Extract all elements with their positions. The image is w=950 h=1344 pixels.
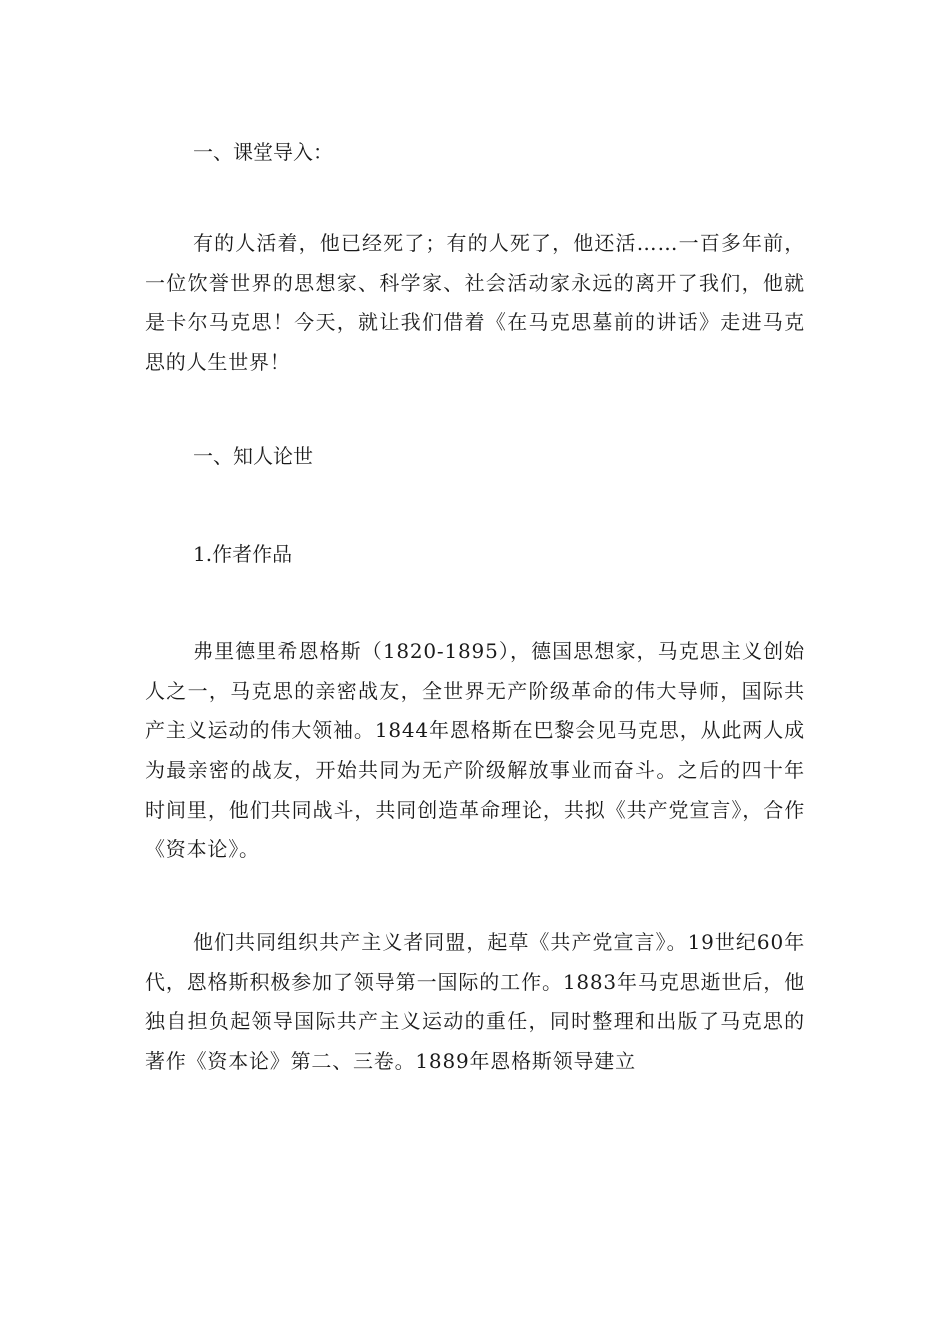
spacer <box>145 870 805 923</box>
subheading-author-works: 1.作者作品 <box>193 541 293 566</box>
section-heading-background: 一、知人论世 <box>193 443 313 468</box>
document-body <box>145 132 805 1082</box>
intro-paragraph: 有的人活着，他已经死了；有的人死了，他还活……一百多年前，一位饮誉世界的思想家、科学家、社会活动家永远的离开了我们，他就是卡尔马克思！今天，就让我们借着《在马克思墓前的讲话》走进马克思的人生世界！ <box>145 231 805 375</box>
spacer <box>145 172 805 224</box>
spacer <box>145 476 805 534</box>
spacer <box>145 383 805 436</box>
author-paragraph-2: 他们共同组织共产主义者同盟，起草《共产党宣言》。19世纪60年代，恩格斯积极参加了领导第一国际的工作。1883年马克思逝世后，他独自担负起领导国际共产主义运动的重任，同时整理和出版了马克思的著作《资本论》第二、三卷。1889年恩格斯领导建立 <box>145 930 805 1074</box>
spacer <box>145 574 805 632</box>
section-heading-intro: 一、课堂导入： <box>193 140 333 164</box>
author-paragraph-1: 弗里德里希恩格斯（1820-1895），德国思想家，马克思主义创始人之一，马克思的亲密战友，全世界无产阶级革命的伟大导师，国际共产主义运动的伟大领袖。1844年恩格斯在巴黎会见马克思，从此两人成为最亲密的战友，开始共同为无产阶级解放事业而奋斗。之后的四十年时间里，他们共同战斗，共同创造革命理论，共拟《共产党宣言》，合作《资本论》。 <box>145 638 805 862</box>
